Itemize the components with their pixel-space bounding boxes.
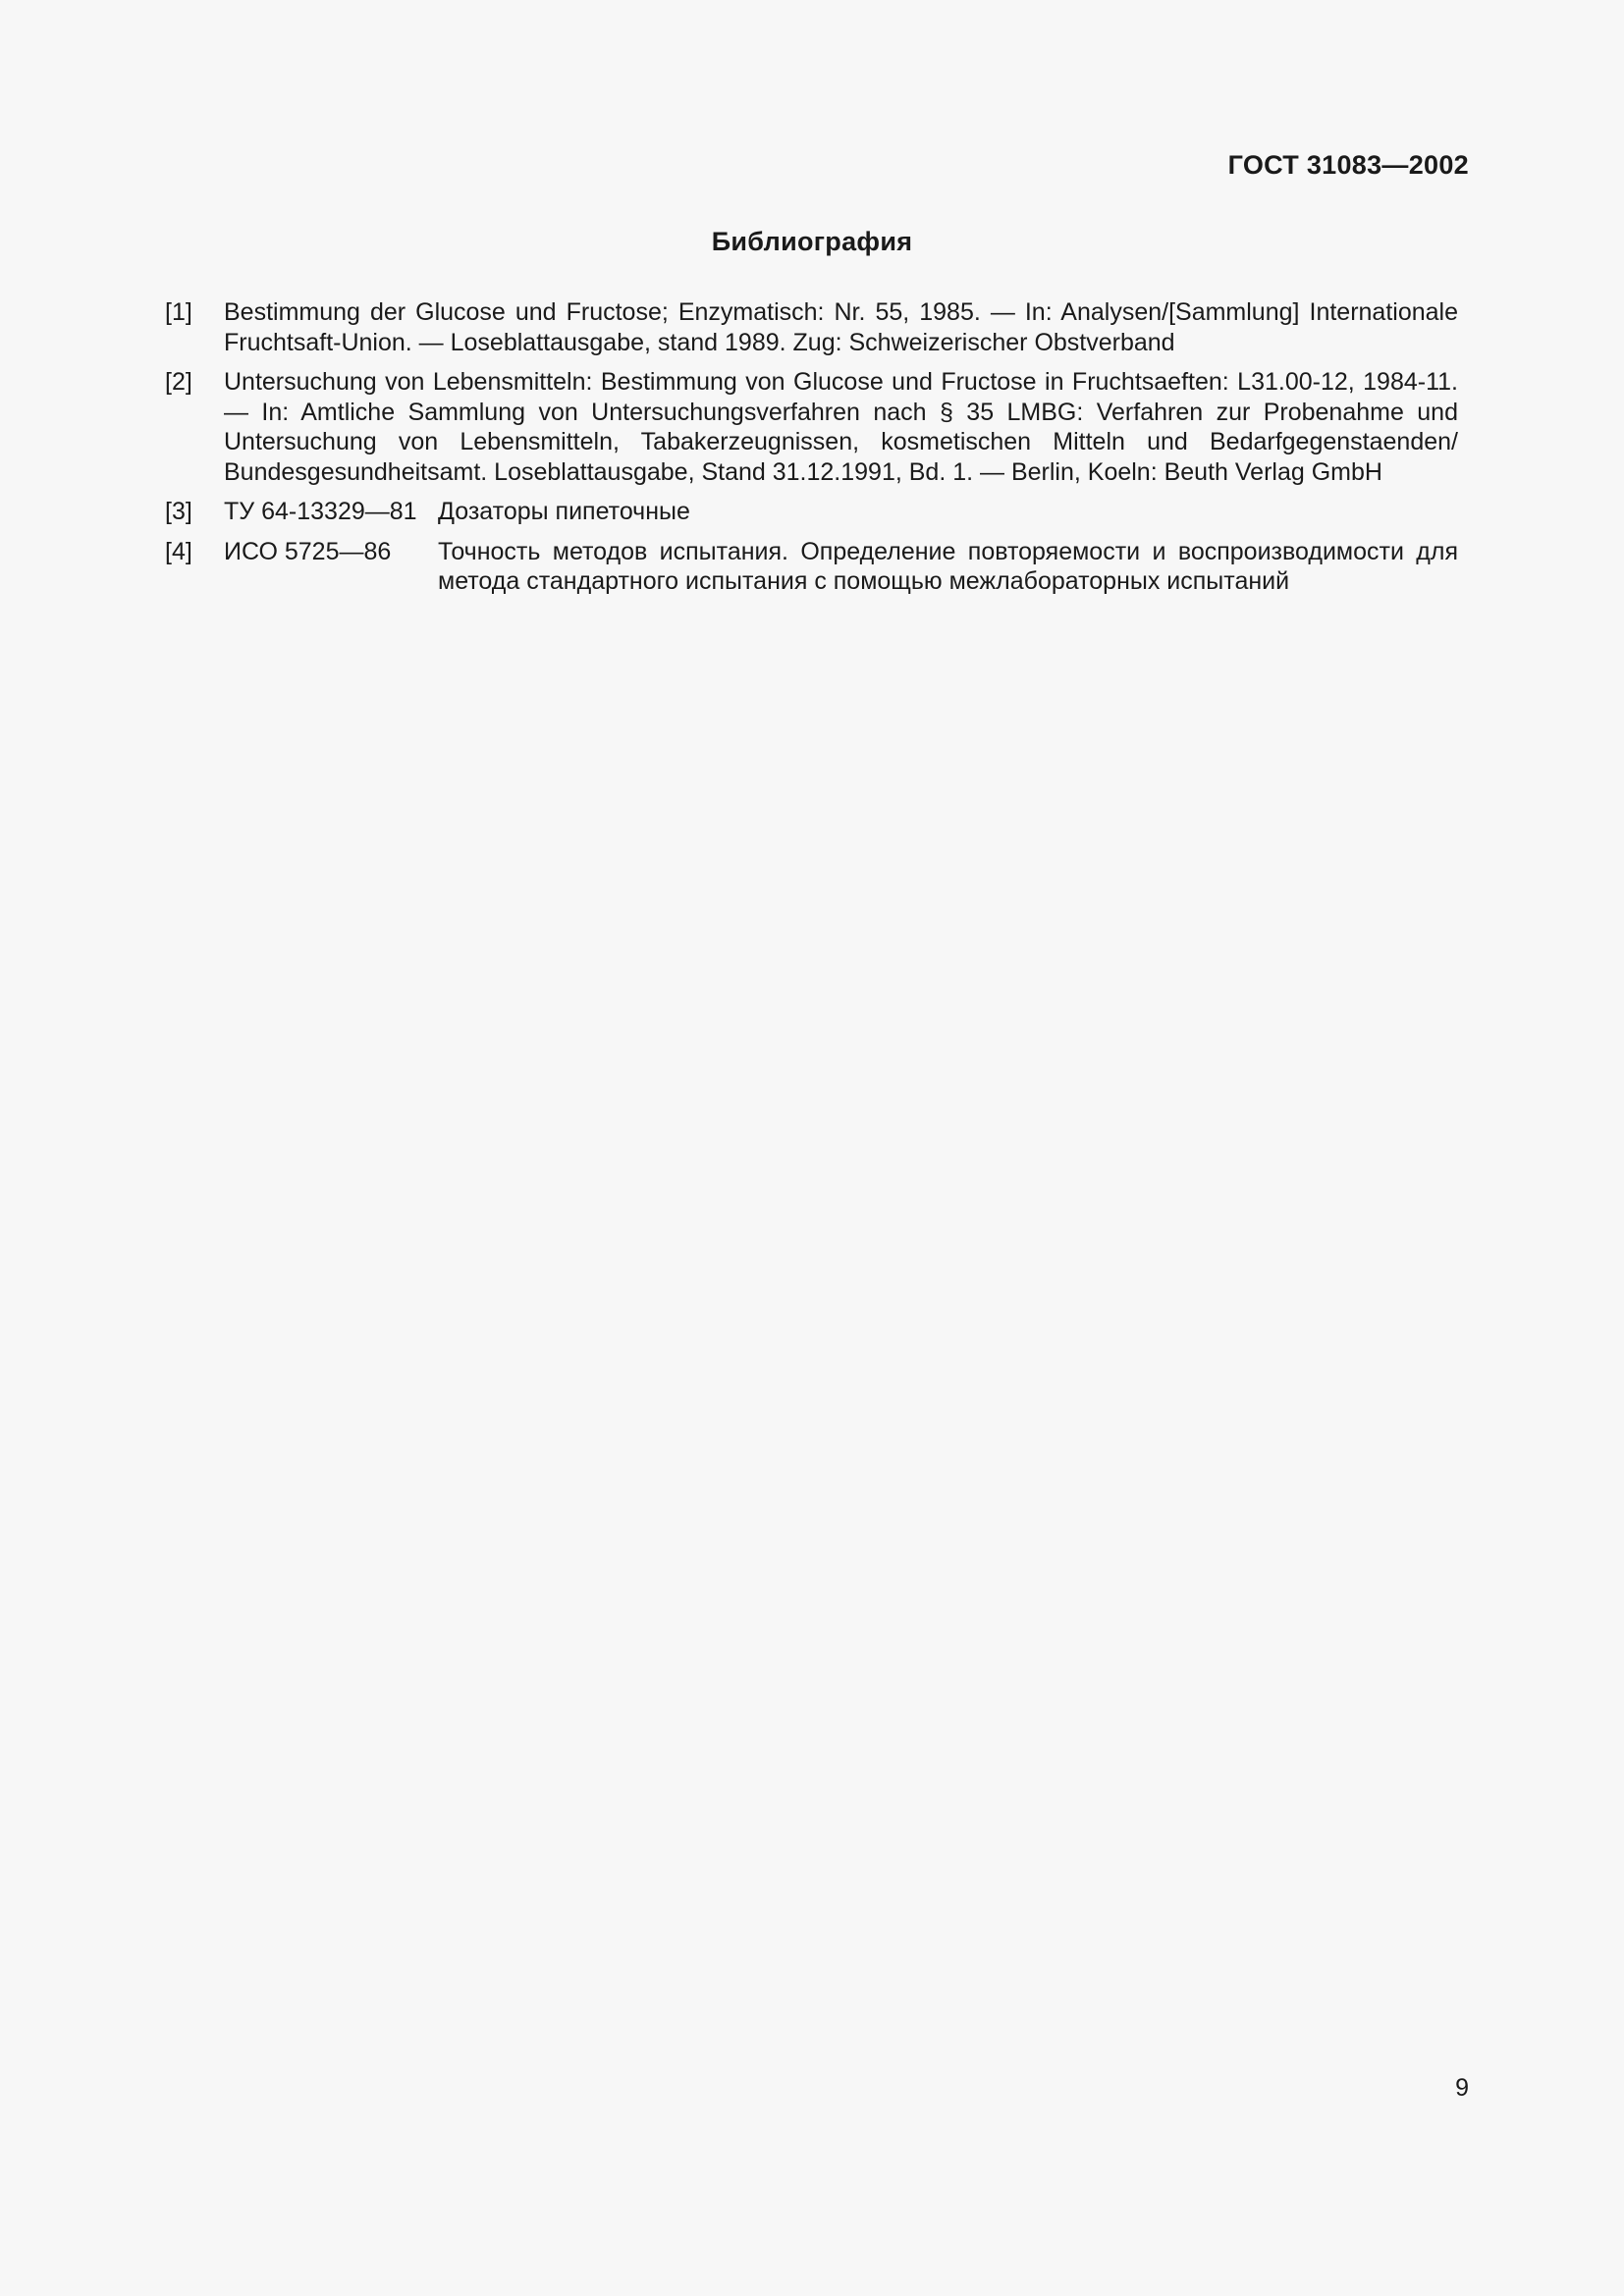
page-number: 9 bbox=[1455, 2074, 1469, 2102]
bibliography-entry bbox=[165, 367, 1458, 487]
bibliography-list bbox=[165, 297, 1458, 607]
entry-code: ИСО 5725—86 bbox=[224, 537, 392, 565]
bibliography-entry bbox=[165, 537, 1458, 597]
entry-number: [3] bbox=[165, 498, 192, 525]
entry-number: [4] bbox=[165, 537, 192, 565]
entry-code: ТУ 64-13329—81 bbox=[224, 498, 417, 525]
entry-text: Bestimmung der Glucose und Fructose; Enzymatisch: Nr. 55, 1985. — In: Analysen/[Sammlung] Internationale Fruchtsaft-Union. — Loseblattausgabe, stand 1989. Zug: Schweizerischer Obstverband bbox=[224, 298, 1458, 356]
bibliography-entry bbox=[165, 497, 1458, 527]
entry-number: [1] bbox=[165, 298, 192, 326]
entry-number: [2] bbox=[165, 368, 192, 396]
bibliography-entry bbox=[165, 297, 1458, 357]
entry-text: Точность методов испытания. Определение повторяемости и воспроизводимости для метода стандартного испытания с помощью межлабораторных испытаний bbox=[438, 537, 1458, 595]
section-title: Библиография bbox=[711, 227, 913, 256]
entry-text: Дозаторы пипеточные bbox=[438, 498, 690, 525]
entry-text: Untersuchung von Lebensmitteln: Bestimmung von Glucose und Fructose in Fruchtsaeften: L31.00-12, 1984-11. — In: Amtliche Sammlung von Untersuchungsverfahren nach § 35 LMBG: Verfahren zur Probenahme und Untersuchung von Lebensmitteln, Tabakerzeugnissen, kosmetischen Mitteln und Bedarfgegenstaenden/ Bundesgesundheitsamt. Loseblattausgabe, Stand 31.12.1991, Bd. 1. — Berlin, Koeln: Beuth Verlag GmbH bbox=[224, 368, 1458, 486]
document-code: ГОСТ 31083—2002 bbox=[1227, 150, 1469, 180]
